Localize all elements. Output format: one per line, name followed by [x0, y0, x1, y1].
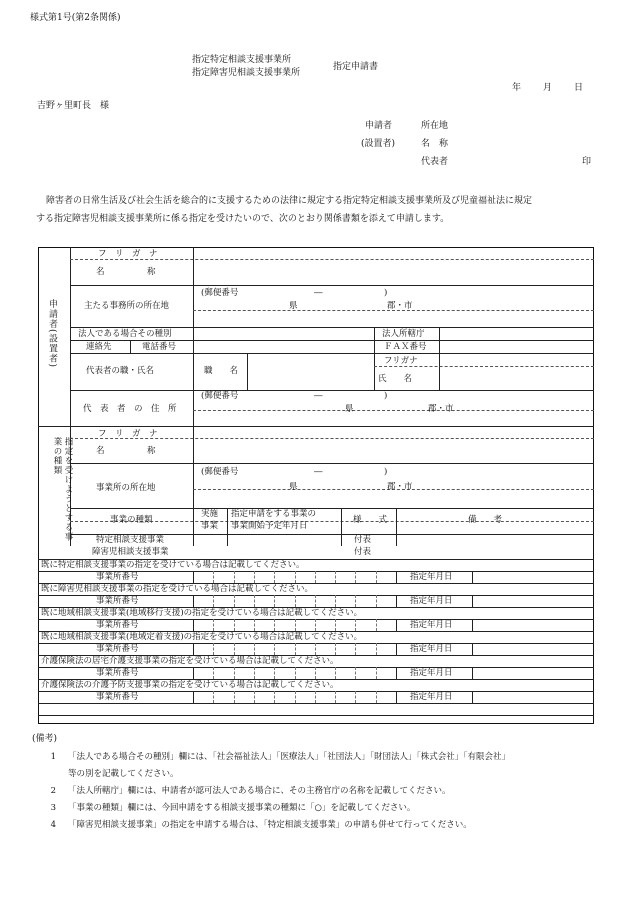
remarks-header: 備 考 [468, 515, 503, 525]
specific-support-label: 特定相談支援事業 [96, 535, 165, 545]
office-number-digit-separator [355, 643, 356, 655]
office-number-digit-separator [295, 643, 296, 655]
note-number [32, 766, 68, 783]
office-number-digit-separator [315, 595, 316, 607]
rep-title-name-label: 代表者の職・氏名 [86, 366, 155, 376]
page-title: 指定申請書 [333, 62, 379, 72]
start-date-header-1: 指定申請をする事業の [231, 509, 317, 519]
office-number-digit-separator [213, 571, 214, 583]
office-postal: (郵便番号 [201, 467, 239, 477]
office-number-digit-separator [254, 667, 255, 679]
office-number-digit-separator [295, 595, 296, 607]
prior-care-office-number: 事業所番号 [96, 668, 139, 678]
prior-transition-date: 指定年月日 [410, 620, 453, 630]
seal-mark: 印 [582, 157, 592, 167]
main-office-prefecture: 県 [289, 301, 298, 311]
office-number-digit-separator [335, 691, 336, 703]
office-number-digit-separator [213, 643, 214, 655]
prior-prevention-date: 指定年月日 [410, 692, 453, 702]
office-number-digit-separator [355, 571, 356, 583]
office-number-digit-separator [234, 667, 235, 679]
note-item [32, 766, 602, 783]
representative-label: 代表者 [421, 157, 449, 167]
rep-address-label: 代 表 者 の 住 所 [83, 404, 177, 414]
office-number-digit-separator [376, 619, 377, 631]
business-name-label: 名 称 [96, 446, 156, 456]
note-number: 2 [50, 786, 56, 796]
office-number-digit-separator [234, 691, 235, 703]
intro-line-1: 障害者の日常生活及び社会生活を総合的に支援するための法律に規定する指定特定相談支援事業所及び児童福祉法に規定 [46, 196, 533, 206]
office-number-digit-separator [355, 667, 356, 679]
main-office-postal-dash: ― [314, 288, 323, 298]
phone-label: 電話番号 [142, 342, 177, 352]
office-number-digit-separator [213, 691, 214, 703]
note-number: 3 [50, 803, 56, 813]
addressee: 吉野ヶ里町長 様 [37, 101, 110, 111]
main-office-postal: (郵便番号 [201, 288, 239, 298]
office-number-digit-separator [295, 619, 296, 631]
main-office-postal-close: ) [384, 288, 388, 298]
application-form-table [38, 247, 594, 724]
notes-title: (備考) [32, 734, 58, 744]
office-number-digit-separator [355, 691, 356, 703]
start-date-header-2: 事業開始予定年月日 [231, 521, 308, 531]
office-number-digit-separator [274, 571, 275, 583]
specific-support-attached: 付表 [354, 535, 372, 545]
prior-settlement-office-number: 事業所番号 [96, 644, 139, 654]
main-office-address-label: 主たる事務所の所在地 [84, 301, 170, 311]
prior-care-note: 介護保険法の居宅介護支援事業の指定を受けている場合は記載してください。 [41, 656, 339, 666]
prior-child-office-number: 事業所番号 [96, 596, 139, 606]
business-type-header: 事業の種類 [110, 515, 153, 525]
office-number-digit-separator [234, 643, 235, 655]
position-label: 職 名 [204, 366, 239, 376]
office-type-2: 指定障害児相談支援事業所 [192, 68, 301, 78]
implemented-header-1: 実施 [201, 509, 219, 519]
office-number-digit-separator [274, 667, 275, 679]
rep-postal-close: ) [384, 391, 388, 401]
note-text: 「事業の種類」欄には、今回申請をする相談支援事業の種類に「○」を記載してください。 [68, 803, 416, 813]
prior-transition-office-number: 事業所番号 [96, 620, 139, 630]
prior-child-note: 既に障害児相談支援事業の指定を受けている場合は記載してください。 [41, 584, 314, 594]
office-number-digit-separator [213, 619, 214, 631]
prior-specific-office-number: 事業所番号 [96, 572, 139, 582]
office-number-digit-separator [295, 667, 296, 679]
office-number-digit-separator [335, 571, 336, 583]
date-month-label: 月 [543, 83, 553, 93]
address-label: 所在地 [421, 121, 449, 131]
office-number-digit-separator [335, 619, 336, 631]
founder-label: (設置者) [361, 139, 396, 149]
office-number-digit-separator [254, 595, 255, 607]
office-number-digit-separator [295, 571, 296, 583]
office-number-digit-separator [376, 643, 377, 655]
name-label: 名 称 [421, 139, 449, 149]
rep-postal: (郵便番号 [201, 391, 239, 401]
prior-settlement-note: 既に地域相談支援事業(地域定着支援)の指定を受けている場合は記載してください。 [41, 632, 363, 642]
office-type-1: 指定特定相談支援事業所 [192, 55, 292, 65]
note-text: 「障害児相談支援事業」の指定を申請する場合は、「特定相談支援事業」の申請も併せて行ってください。 [68, 820, 472, 830]
format-header: 様 式 [353, 515, 388, 525]
date-year-label: 年 [512, 83, 522, 93]
prior-transition-note: 既に地域相談支援事業(地域移行支援)の指定を受けている場合は記載してください。 [41, 608, 363, 618]
prior-specific-date: 指定年月日 [410, 572, 453, 582]
note-text: 「法人である場合その種別」欄には、「社会福祉法人」「医療法人」「社団法人」「財団法人」「株式会社」「有限会社」 [68, 752, 511, 762]
note-number: 1 [50, 752, 56, 762]
implemented-header-2: 事業 [201, 521, 219, 531]
office-number-digit-separator [376, 595, 377, 607]
note-item [32, 817, 602, 834]
office-number-digit-separator [335, 595, 336, 607]
prior-settlement-date: 指定年月日 [410, 644, 453, 654]
prior-care-date: 指定年月日 [410, 668, 453, 678]
office-number-digit-separator [213, 595, 214, 607]
office-postal-close: ) [384, 467, 388, 477]
note-item [32, 783, 602, 800]
corp-authority-label: 法人所轄庁 [382, 329, 425, 339]
form-number: 様式第1号(第2条関係) [30, 13, 121, 23]
note-item [32, 749, 602, 766]
name-label-field: 名 称 [96, 267, 156, 277]
child-support-label: 障害児相談支援事業 [92, 547, 169, 557]
office-number-digit-separator [254, 619, 255, 631]
date-day-label: 日 [574, 83, 584, 93]
office-number-digit-separator [274, 691, 275, 703]
office-number-digit-separator [315, 619, 316, 631]
office-number-digit-separator [274, 643, 275, 655]
applicant-label: 申請者 [365, 121, 393, 131]
office-number-digit-separator [274, 595, 275, 607]
full-name-label: 氏 名 [378, 374, 413, 384]
office-number-digit-separator [254, 691, 255, 703]
prior-specific-note: 既に特定相談支援事業の指定を受けている場合は記載してください。 [41, 560, 305, 570]
office-number-digit-separator [315, 667, 316, 679]
child-support-attached: 付表 [354, 547, 372, 557]
office-number-digit-separator [234, 595, 235, 607]
office-number-digit-separator [254, 571, 255, 583]
prior-prevention-office-number: 事業所番号 [96, 692, 139, 702]
notes-list [32, 749, 602, 834]
office-number-digit-separator [315, 691, 316, 703]
applicant-section-label: 申請者(設置者) [47, 299, 57, 369]
office-number-digit-separator [234, 619, 235, 631]
corp-type-label: 法人である場合その種別 [78, 329, 172, 339]
office-number-digit-separator [376, 691, 377, 703]
business-section-label: 指定を受けようとする事業の種類 [52, 437, 73, 542]
fax-label: ＦＡＸ番号 [384, 342, 427, 352]
rep-prefecture: 県 [345, 404, 354, 414]
office-postal-dash: ― [314, 467, 323, 477]
intro-line-2: する指定障害児相談支援事業所に係る指定を受けたいので、次のとおり関係書類を添えて申請します。 [36, 214, 450, 224]
furigana-small-label: フリガナ [384, 356, 418, 366]
office-number-digit-separator [295, 691, 296, 703]
office-number-digit-separator [376, 667, 377, 679]
prior-child-date: 指定年月日 [410, 596, 453, 606]
office-number-digit-separator [355, 619, 356, 631]
note-number: 4 [50, 820, 56, 830]
note-text: 等の別を記載してください。 [68, 769, 179, 779]
office-address-label: 事業所の所在地 [96, 483, 156, 493]
office-number-digit-separator [355, 595, 356, 607]
office-number-digit-separator [274, 619, 275, 631]
office-number-digit-separator [335, 667, 336, 679]
office-number-digit-separator [234, 571, 235, 583]
note-item [32, 800, 602, 817]
main-office-district: 郡・市 [387, 301, 413, 311]
business-furigana-label: フ リ ガ ナ [98, 429, 158, 439]
office-number-digit-separator [335, 643, 336, 655]
office-number-digit-separator [376, 571, 377, 583]
rep-district: 郡・市 [428, 404, 454, 414]
office-district: 郡・市 [387, 482, 413, 492]
furigana-label: フ リ ガ ナ [98, 249, 158, 259]
rep-postal-dash: ― [314, 391, 323, 401]
office-number-digit-separator [315, 643, 316, 655]
office-number-digit-separator [213, 667, 214, 679]
office-number-digit-separator [254, 643, 255, 655]
prior-prevention-note: 介護保険法の介護予防支援事業の指定を受けている場合は記載してください。 [41, 680, 339, 690]
contact-label: 連絡先 [86, 342, 112, 352]
note-text: 「法人所轄庁」欄には、申請者が認可法人である場合に、その主務官庁の名称を記載してください。 [68, 786, 451, 796]
office-prefecture: 県 [289, 482, 298, 492]
office-number-digit-separator [315, 571, 316, 583]
